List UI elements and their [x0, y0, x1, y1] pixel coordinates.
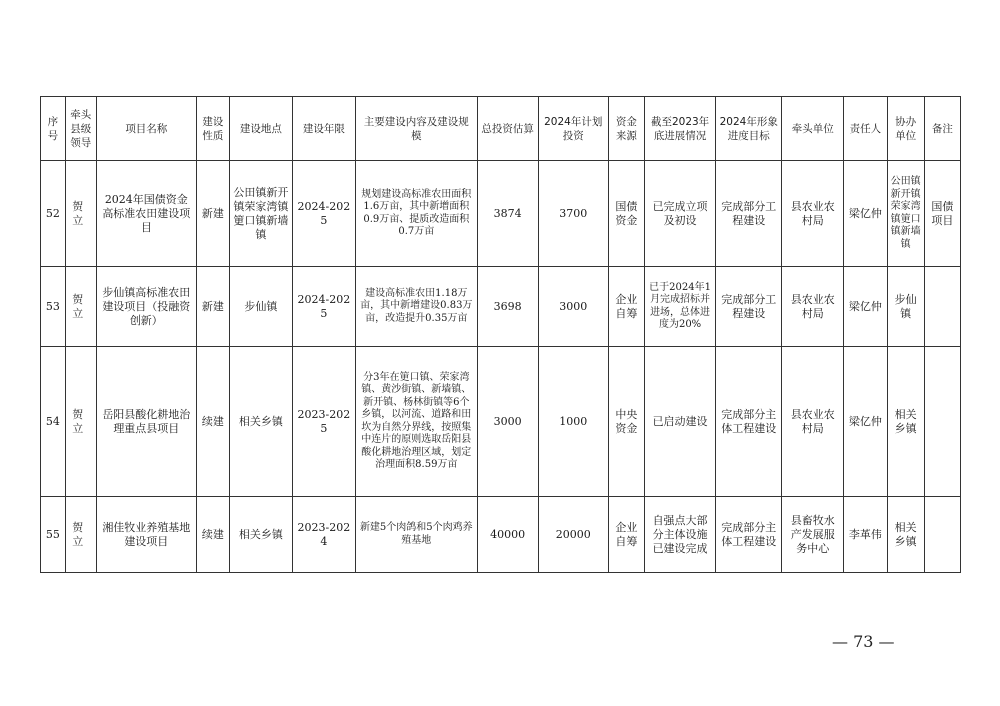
- target-cell: 完成部分主体工程建设: [716, 347, 782, 497]
- leader-cell: 贺 立: [65, 347, 96, 497]
- location-cell: 相关乡镇: [229, 347, 292, 497]
- nature-cell: 新建: [196, 161, 229, 267]
- responsible-person-cell: 李革伟: [844, 497, 887, 573]
- location-cell: 步仙镇: [229, 267, 292, 347]
- row-number-cell: 52: [41, 161, 66, 267]
- note-cell: 国债项目: [924, 161, 960, 267]
- note-cell: [924, 267, 960, 347]
- plan-investment-cell: 20000: [538, 497, 608, 573]
- responsible-person-cell: 梁亿仲: [844, 161, 887, 267]
- note-cell: [924, 347, 960, 497]
- projects-table: [40, 96, 961, 573]
- target-cell: 完成部分工程建设: [716, 267, 782, 347]
- lead-unit-cell: 县农业农村局: [782, 267, 844, 347]
- header-cell: 2024年计划投资: [538, 97, 608, 161]
- co-unit-cell: 步仙镇: [887, 267, 924, 347]
- page-number: — 73 —: [832, 632, 895, 651]
- target-cell: 完成部分主体工程建设: [716, 497, 782, 573]
- content-cell: 新建5个肉鸽和5个肉鸡养殖基地: [355, 497, 477, 573]
- period-cell: 2023-2024: [292, 497, 355, 573]
- target-cell: 完成部分工程建设: [716, 161, 782, 267]
- period-cell: 2024-2025: [292, 161, 355, 267]
- progress-cell: 已于2024年1月完成招标并进场，总体进度为20%: [644, 267, 715, 347]
- row-number-cell: 55: [41, 497, 66, 573]
- leader-cell: 贺 立: [65, 267, 96, 347]
- content-cell: 分3年在筻口镇、荣家湾镇、黄沙街镇、新墙镇、新开镇、杨林街镇等6个乡镇，以河流、道路和田坎为自然分界线，按照集中连片的原则选取岳阳县酸化耕地治理区域，划定治理面积8.59万亩: [355, 347, 477, 497]
- co-unit-cell: 相关乡镇: [887, 497, 924, 573]
- header-cell: 主要建设内容及建设规模: [355, 97, 477, 161]
- header-cell: 责任人: [844, 97, 887, 161]
- header-cell: 建设地点: [229, 97, 292, 161]
- content-cell: 建设高标准农田1.18万亩，其中新增建设0.83万亩，改造提升0.35万亩: [355, 267, 477, 347]
- fund-source-cell: 企业自筹: [608, 497, 644, 573]
- lead-unit-cell: 县农业农村局: [782, 161, 844, 267]
- responsible-person-cell: 梁亿仲: [844, 347, 887, 497]
- nature-cell: 续建: [196, 497, 229, 573]
- leader-cell: 贺 立: [65, 161, 96, 267]
- header-cell: 项目名称: [96, 97, 196, 161]
- total-investment-cell: 3698: [477, 267, 538, 347]
- nature-cell: 新建: [196, 267, 229, 347]
- fund-source-cell: 国债资金: [608, 161, 644, 267]
- row-number-cell: 53: [41, 267, 66, 347]
- header-cell: 协办单位: [887, 97, 924, 161]
- header-cell: 建设年限: [292, 97, 355, 161]
- header-cell: 资金来源: [608, 97, 644, 161]
- project-name-cell: 岳阳县酸化耕地治理重点县项目: [96, 347, 196, 497]
- period-cell: 2023-2025: [292, 347, 355, 497]
- fund-source-cell: 企业自筹: [608, 267, 644, 347]
- location-cell: 公田镇新开镇荣家湾镇筻口镇新墙镇: [229, 161, 292, 267]
- row-number-cell: 54: [41, 347, 66, 497]
- total-investment-cell: 3000: [477, 347, 538, 497]
- table-row: [41, 497, 961, 573]
- project-name-cell: 湘佳牧业养殖基地建设项目: [96, 497, 196, 573]
- header-cell: 2024年形象进度目标: [716, 97, 782, 161]
- header-cell: 截至2023年底进展情况: [644, 97, 715, 161]
- plan-investment-cell: 1000: [538, 347, 608, 497]
- header-cell: 牵头县级领导: [65, 97, 96, 161]
- period-cell: 2024-2025: [292, 267, 355, 347]
- project-name-cell: 2024年国债资金高标准农田建设项目: [96, 161, 196, 267]
- table-row: [41, 161, 961, 267]
- content-cell: 规划建设高标准农田面积1.6万亩，其中新增面积0.9万亩、提质改造面积0.7万亩: [355, 161, 477, 267]
- project-name-cell: 步仙镇高标准农田建设项目（投融资创新）: [96, 267, 196, 347]
- total-investment-cell: 40000: [477, 497, 538, 573]
- progress-cell: 已启动建设: [644, 347, 715, 497]
- location-cell: 相关乡镇: [229, 497, 292, 573]
- co-unit-cell: 相关乡镇: [887, 347, 924, 497]
- table-row: [41, 267, 961, 347]
- nature-cell: 续建: [196, 347, 229, 497]
- leader-cell: 贺 立: [65, 497, 96, 573]
- plan-investment-cell: 3700: [538, 161, 608, 267]
- table-row: [41, 347, 961, 497]
- header-cell: 序号: [41, 97, 66, 161]
- table-header-row: [41, 97, 961, 161]
- responsible-person-cell: 梁亿仲: [844, 267, 887, 347]
- lead-unit-cell: 县畜牧水产发展服务中心: [782, 497, 844, 573]
- note-cell: [924, 497, 960, 573]
- total-investment-cell: 3874: [477, 161, 538, 267]
- header-cell: 牵头单位: [782, 97, 844, 161]
- header-cell: 总投资估算: [477, 97, 538, 161]
- fund-source-cell: 中央资金: [608, 347, 644, 497]
- progress-cell: 自强点大部分主体设施已建设完成: [644, 497, 715, 573]
- co-unit-cell: 公田镇新开镇荣家湾镇筻口镇新墙镇: [887, 161, 924, 267]
- progress-cell: 已完成立项及初设: [644, 161, 715, 267]
- header-cell: 建设性质: [196, 97, 229, 161]
- header-cell: 备注: [924, 97, 960, 161]
- plan-investment-cell: 3000: [538, 267, 608, 347]
- lead-unit-cell: 县农业农村局: [782, 347, 844, 497]
